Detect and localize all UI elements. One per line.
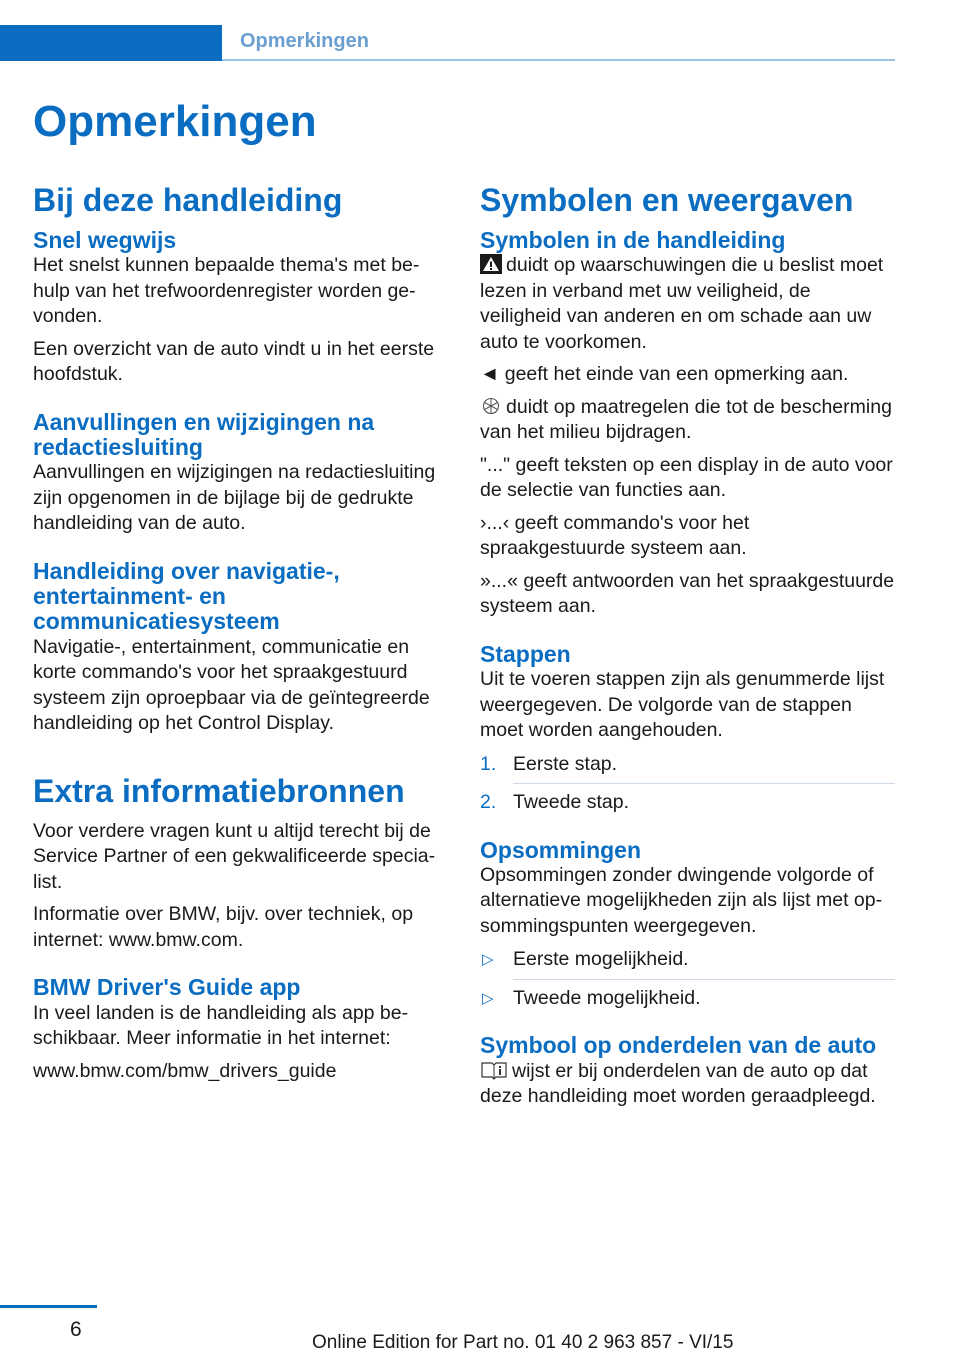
open-book-icon — [480, 1060, 508, 1080]
paragraph: ›...‹ geeft commando's voor het spraakgestuurde systeem aan. — [480, 511, 750, 560]
left-column — [33, 180, 448, 1106]
subheading-drivers-guide-app: BMW Driver's Guide app — [33, 974, 301, 1001]
section-symbolen-in-de-handleiding — [480, 228, 895, 620]
environment-symbol-text: duidt op maatregelen die tot de bescherming van het milieu bijdragen. — [480, 395, 892, 444]
subheading-aanvullingen: Aanvullingen en wijzigingen na redactiesluiting — [33, 408, 375, 461]
numbered-step-list — [480, 752, 895, 816]
section-heading-symbolen-en-weergaven: Symbolen en weergaven — [480, 182, 854, 218]
page-number: 6 — [70, 1318, 82, 1341]
paragraph: ◄ geeft het einde van een opmerking aan. — [480, 363, 849, 386]
paragraph: Aanvullingen en wijzigingen na redactiesluiting zijn opgenomen in de bijlage bij de gedrukte handleiding van de auto. — [33, 461, 436, 535]
paragraph: In veel landen is de handleiding als app be- schikbaar. Meer informatie in het internet: — [33, 1001, 409, 1050]
section-symbool-onderdelen — [480, 1033, 895, 1109]
running-header: Opmerkingen — [240, 30, 369, 52]
list-item — [480, 783, 895, 816]
footer-rule — [0, 1305, 97, 1308]
list-item — [480, 947, 895, 973]
step-number: 2. — [480, 791, 497, 814]
header-color-bar — [0, 25, 222, 61]
drivers-guide-url: www.bmw.com/bmw_drivers_guide — [33, 1059, 337, 1082]
step-text: Eerste stap. — [513, 752, 618, 775]
edition-footer: Online Edition for Part no. 01 40 2 963 857 - VI/15 — [312, 1332, 734, 1353]
paragraph: »...« geeft antwoorden van het spraakgestuurde systeem aan. — [480, 569, 895, 618]
manual-symbol-text: wijst er bij onderdelen van de auto op dat deze handleiding moet worden geraadpleegd. — [480, 1059, 876, 1108]
triangle-bullet-icon: ▷ — [482, 989, 494, 1007]
paragraph: Het snelst kunnen bepaalde thema's met be- hulp van het trefwoordenregister worden ge- vonden. — [33, 254, 420, 328]
subheading-symbolen-in-de-handleiding: Symbolen in de handleiding — [480, 227, 786, 253]
paragraph: Uit te voeren stappen zijn als genummerde lijst weergegeven. De volgorde van de stappen moet worden aangehouden. — [480, 668, 885, 742]
list-divider — [513, 783, 895, 784]
subheading-snel-wegwijs: Snel wegwijs — [33, 227, 177, 253]
step-number: 1. — [480, 752, 497, 775]
page-title: Opmerkingen — [33, 97, 317, 146]
step-text: Tweede stap. — [513, 791, 629, 814]
bullet-text: Tweede mogelijkheid. — [513, 986, 701, 1009]
section-extra-informatiebronnen — [33, 771, 448, 954]
paragraph: Voor verdere vragen kunt u altijd terecht bij de Service Partner of een gekwalificeerde specia- list. — [33, 819, 436, 893]
bullet-text: Eerste mogelijkheid. — [513, 948, 689, 971]
subheading-handleiding-navigatie: Handleiding over navigatie-, entertainment- en communicatiesysteem — [33, 557, 340, 635]
paragraph: Informatie over BMW, bijv. over techniek, op internet: www.bmw.com. — [33, 903, 414, 951]
list-item — [480, 752, 895, 778]
section-drivers-guide-app — [33, 975, 448, 1084]
warning-symbol-text: duidt op waarschuwingen die u beslist moet lezen in verband met uw veiligheid, de veiligheid van anderen en om schade aan uw auto te voorkomen. — [480, 254, 884, 353]
subheading-opsommingen: Opsommingen — [480, 836, 642, 863]
triangle-bullet-icon: ▷ — [482, 951, 494, 969]
subheading-symbool-onderdelen: Symbool op onderdelen van de auto — [480, 1032, 877, 1059]
environment-leaf-icon — [480, 396, 502, 416]
section-handleiding-navigatie — [33, 559, 448, 737]
section-stappen — [480, 642, 895, 816]
paragraph: Opsommingen zonder dwingende volgorde of alternatieve mogelijkheden zijn als lijst met op- sommingspunten weergegeven. — [480, 863, 883, 937]
paragraph: "..." geeft teksten op een display in de auto voor de selectie van functies aan. — [480, 453, 893, 502]
paragraph-manual-symbol — [480, 1059, 895, 1110]
paragraph: Navigatie-, entertainment, communicatie en korte commando's voor het spraakgestuurd systeem zijn oproepbaar via de geïntegreerde handleiding op het Control Display. — [33, 635, 430, 735]
header-rule — [222, 59, 895, 61]
bullet-list — [480, 947, 895, 1011]
paragraph: Een overzicht van de auto vindt u in het eerste hoofdstuk. — [33, 337, 435, 386]
warning-triangle-icon — [480, 254, 502, 274]
paragraph-warning-symbol — [480, 253, 895, 355]
section-heading-bij-deze-handleiding: Bij deze handleiding — [33, 182, 343, 218]
section-heading-extra-informatiebronnen: Extra informatiebronnen — [33, 772, 405, 809]
section-aanvullingen — [33, 410, 448, 537]
list-item — [480, 979, 895, 1012]
list-divider — [513, 979, 895, 980]
subheading-stappen: Stappen — [480, 640, 571, 667]
section-opsommingen — [480, 838, 895, 1012]
section-snel-wegwijs — [33, 228, 448, 388]
right-column — [480, 180, 895, 1132]
paragraph-environment-symbol — [480, 395, 895, 446]
